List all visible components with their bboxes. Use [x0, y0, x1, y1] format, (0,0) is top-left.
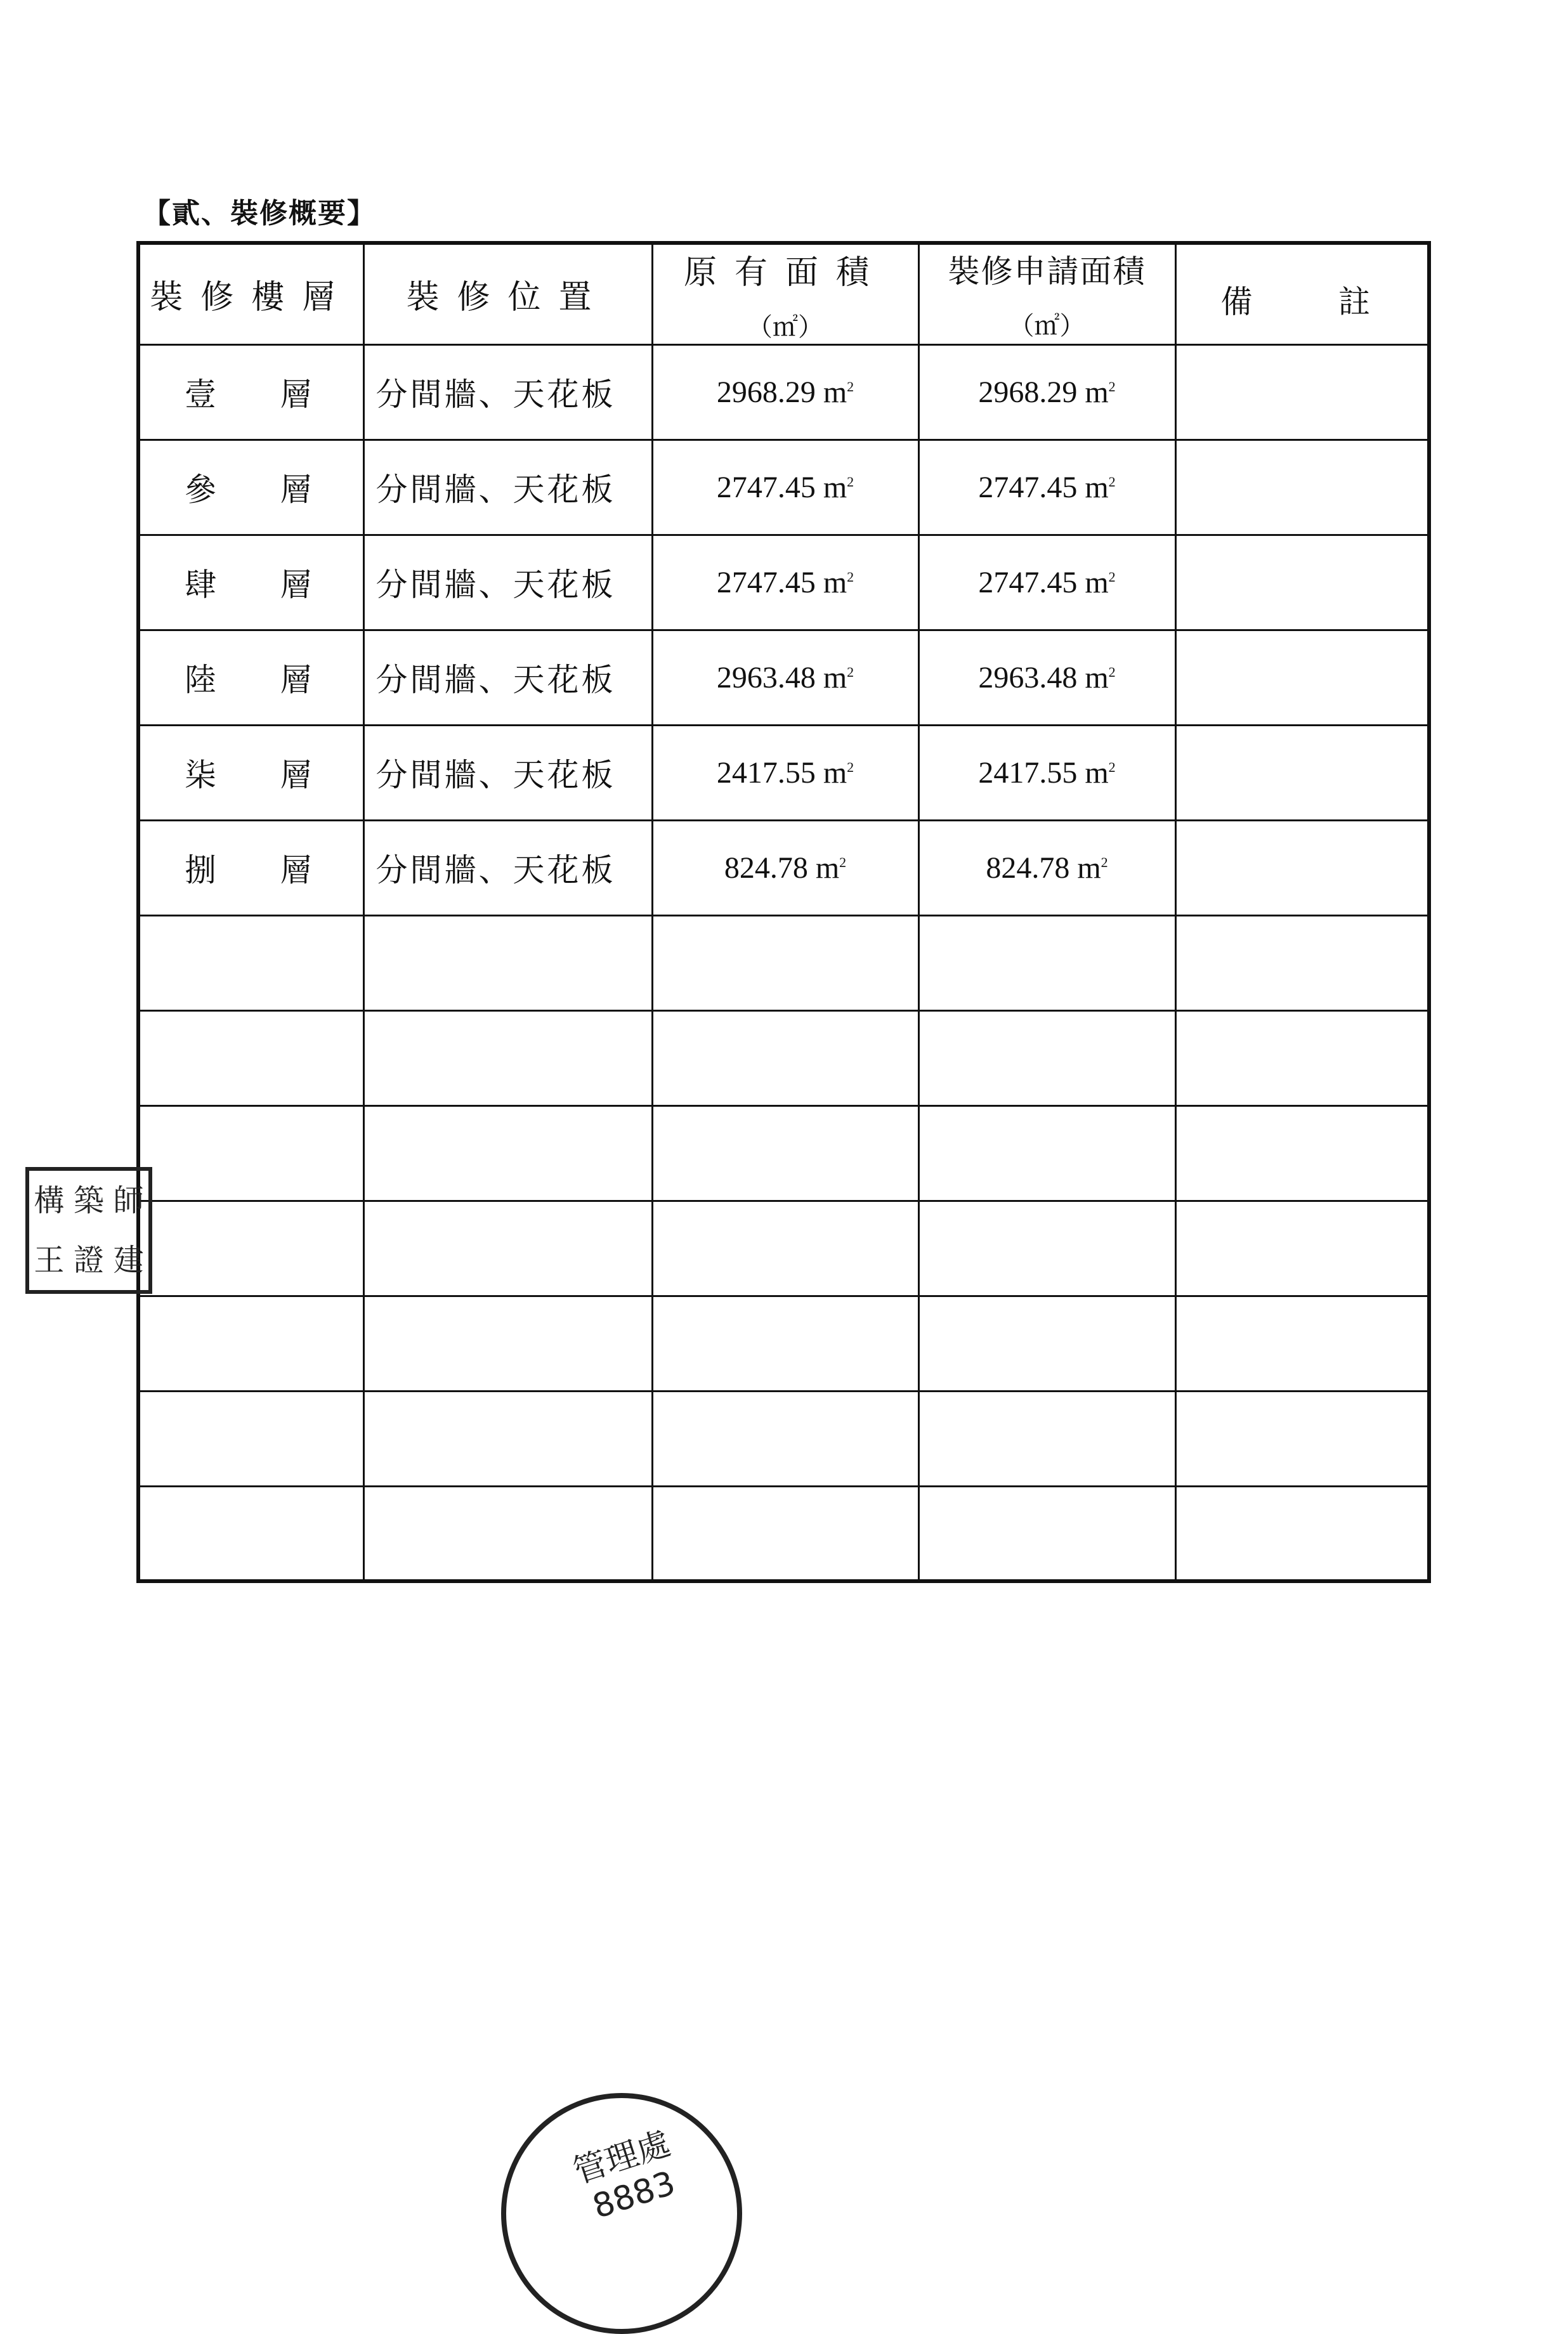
empty-cell [138, 1486, 363, 1581]
official-seal [501, 2093, 742, 2334]
remark-cell [1175, 725, 1429, 820]
table-row [138, 535, 1429, 630]
position-cell: 分間牆、天花板 [363, 535, 652, 630]
floor-cell: 壹 層 [138, 344, 363, 440]
empty-cell [1175, 1201, 1429, 1296]
position-cell: 分間牆、天花板 [363, 440, 652, 535]
seal-char: 建 [113, 1242, 144, 1278]
remark-cell [1175, 440, 1429, 535]
applied-area-cell: 2747.45 $m^2$ [918, 535, 1175, 630]
seal-char: 築 [73, 1183, 104, 1218]
header-applied-area: 裝修申請面積 （㎡） [918, 243, 1175, 344]
empty-row [138, 1010, 1429, 1105]
empty-cell [918, 1391, 1175, 1486]
applied-area-cell: 2417.55 $m^2$ [918, 725, 1175, 820]
empty-cell [652, 1486, 918, 1581]
empty-cell [363, 1486, 652, 1581]
architect-seal [25, 1167, 152, 1294]
header-floor: 裝修樓層 [138, 243, 363, 344]
applied-area-cell: 2968.29 $m^2$ [918, 344, 1175, 440]
empty-cell [138, 1105, 363, 1201]
unit-label: （㎡） [747, 312, 823, 342]
empty-row [138, 1486, 1429, 1581]
empty-cell [138, 1010, 363, 1105]
empty-cell [918, 1105, 1175, 1201]
table-row [138, 725, 1429, 820]
header-row [138, 243, 1429, 344]
remark-cell [1175, 344, 1429, 440]
seal-text: 管理處 8883 [568, 2124, 680, 2227]
empty-cell [1175, 1391, 1429, 1486]
floor-cell: 參 層 [138, 440, 363, 535]
position-cell: 分間牆、天花板 [363, 725, 652, 820]
floor-cell: 柒 層 [138, 725, 363, 820]
header-original-area: 原有面積 （㎡） [652, 243, 918, 344]
empty-cell [1175, 1105, 1429, 1201]
seal-char: 構 [34, 1183, 65, 1218]
floor-cell: 捌 層 [138, 820, 363, 915]
table-row [138, 820, 1429, 915]
empty-cell [652, 1391, 918, 1486]
empty-cell [138, 1391, 363, 1486]
table-row [138, 440, 1429, 535]
empty-cell [652, 1296, 918, 1391]
empty-cell [652, 1201, 918, 1296]
empty-cell [652, 915, 918, 1010]
applied-area-cell: 2963.48 $m^2$ [918, 630, 1175, 725]
empty-cell [363, 915, 652, 1010]
empty-cell [363, 1201, 652, 1296]
original-area-cell: 2747.45 $m^2$ [652, 440, 918, 535]
section-title: 【貳、裝修概要】 [143, 197, 376, 230]
empty-cell [918, 1486, 1175, 1581]
applied-area-cell: 824.78 $m^2$ [918, 820, 1175, 915]
renovation-summary-table [136, 241, 1431, 1583]
position-cell: 分間牆、天花板 [363, 820, 652, 915]
empty-cell [138, 1201, 363, 1296]
floor-cell: 陸 層 [138, 630, 363, 725]
original-area-cell: 2963.48 $m^2$ [652, 630, 918, 725]
empty-cell [363, 1105, 652, 1201]
empty-cell [1175, 915, 1429, 1010]
empty-cell [363, 1391, 652, 1486]
remark-cell [1175, 820, 1429, 915]
applied-area-cell: 2747.45 $m^2$ [918, 440, 1175, 535]
unit-label: （㎡） [1009, 311, 1085, 341]
empty-cell [363, 1010, 652, 1105]
empty-cell [363, 1296, 652, 1391]
header-position: 裝修位置 [363, 243, 652, 344]
empty-cell [652, 1105, 918, 1201]
floor-cell: 肆 層 [138, 535, 363, 630]
empty-cell [1175, 1486, 1429, 1581]
position-cell: 分間牆、天花板 [363, 344, 652, 440]
original-area-cell: 824.78 $m^2$ [652, 820, 918, 915]
empty-row [138, 1391, 1429, 1486]
seal-char: 證 [73, 1242, 104, 1278]
original-area-cell: 2417.55 $m^2$ [652, 725, 918, 820]
table-row [138, 344, 1429, 440]
seal-char: 師 [113, 1183, 144, 1218]
empty-cell [138, 1296, 363, 1391]
empty-cell [918, 915, 1175, 1010]
original-area-cell: 2968.29 $m^2$ [652, 344, 918, 440]
empty-cell [1175, 1010, 1429, 1105]
position-cell: 分間牆、天花板 [363, 630, 652, 725]
empty-cell [138, 915, 363, 1010]
remark-cell [1175, 535, 1429, 630]
empty-cell [1175, 1296, 1429, 1391]
empty-cell [918, 1201, 1175, 1296]
empty-row [138, 1105, 1429, 1201]
original-area-cell: 2747.45 $m^2$ [652, 535, 918, 630]
empty-cell [918, 1296, 1175, 1391]
empty-row [138, 1296, 1429, 1391]
empty-row [138, 915, 1429, 1010]
header-remark: 備 註 [1175, 243, 1429, 344]
seal-char: 王 [34, 1242, 65, 1278]
empty-row [138, 1201, 1429, 1296]
empty-cell [652, 1010, 918, 1105]
empty-cell [918, 1010, 1175, 1105]
table-row [138, 630, 1429, 725]
remark-cell [1175, 630, 1429, 725]
